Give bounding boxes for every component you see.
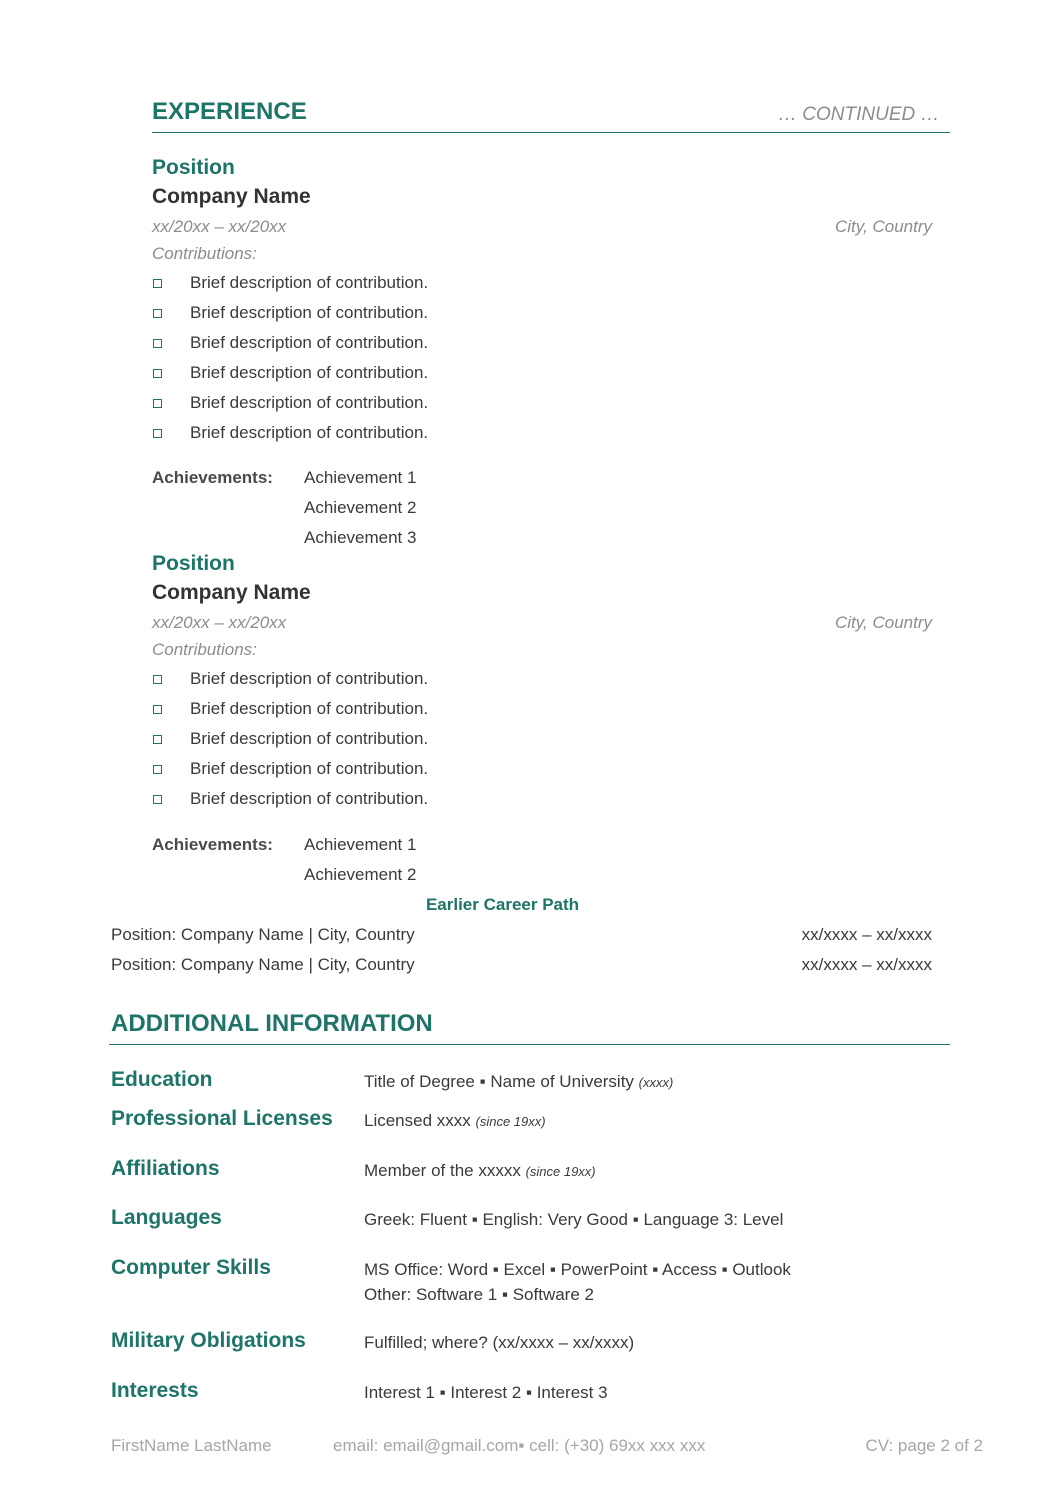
achievement-item: Achievement 3 xyxy=(304,528,417,547)
affiliations-value: Member of the xxxxx (since 19xx) xyxy=(364,1161,596,1180)
contribution-item: Brief description of contribution. xyxy=(190,393,429,412)
experience-heading: EXPERIENCE xyxy=(152,98,307,125)
achievements-label: Achievements: xyxy=(152,835,273,854)
square-bullet-icon xyxy=(153,765,162,774)
square-bullet-icon xyxy=(153,309,162,318)
additional-info-heading: ADDITIONAL INFORMATION xyxy=(111,1010,433,1037)
affiliations-since: (since 19xx) xyxy=(525,1164,596,1179)
education-year: (xxxx) xyxy=(638,1075,674,1090)
job-dates: xx/20xx – xx/20xx xyxy=(152,217,287,236)
contribution-item: Brief description of contribution. xyxy=(190,423,429,442)
square-bullet-icon xyxy=(153,735,162,744)
job-position: Position xyxy=(152,552,235,575)
interests-label: Interests xyxy=(111,1379,199,1402)
achievement-item: Achievement 1 xyxy=(304,835,417,854)
contribution-item: Brief description of contribution. xyxy=(190,333,429,352)
military-label: Military Obligations xyxy=(111,1329,306,1352)
interests-value: Interest 1 ▪ Interest 2 ▪ Interest 3 xyxy=(364,1383,608,1402)
square-bullet-icon xyxy=(153,429,162,438)
licenses-label: Professional Licenses xyxy=(111,1107,333,1130)
job-company: Company Name xyxy=(152,581,311,604)
job-company: Company Name xyxy=(152,185,311,208)
square-bullet-icon xyxy=(153,705,162,714)
languages-label: Languages xyxy=(111,1206,222,1229)
contribution-item: Brief description of contribution. xyxy=(190,303,429,322)
square-bullet-icon xyxy=(153,795,162,804)
square-bullet-icon xyxy=(153,399,162,408)
footer-contact: email: email@gmail.com▪ cell: (+30) 69xx xxx xxx xyxy=(333,1436,706,1455)
affiliations-label: Affiliations xyxy=(111,1157,220,1180)
achievement-item: Achievement 1 xyxy=(304,468,417,487)
computer-skills-line2: Other: Software 1 ▪ Software 2 xyxy=(364,1285,594,1304)
earlier-career-dates: xx/xxxx – xx/xxxx xyxy=(801,925,932,944)
contributions-label: Contributions: xyxy=(152,640,257,659)
square-bullet-icon xyxy=(153,339,162,348)
computer-skills-line1: MS Office: Word ▪ Excel ▪ PowerPoint ▪ Access ▪ Outlook xyxy=(364,1260,791,1279)
contribution-item: Brief description of contribution. xyxy=(190,729,429,748)
footer-name: FirstName LastName xyxy=(111,1436,272,1455)
job-location: City, Country xyxy=(835,217,932,236)
education-label: Education xyxy=(111,1068,213,1091)
square-bullet-icon xyxy=(153,279,162,288)
licenses-value: Licensed xxxx (since 19xx) xyxy=(364,1111,546,1130)
computer-skills-label: Computer Skills xyxy=(111,1256,271,1279)
achievement-item: Achievement 2 xyxy=(304,498,417,517)
earlier-career-dates: xx/xxxx – xx/xxxx xyxy=(801,955,932,974)
contribution-item: Brief description of contribution. xyxy=(190,699,429,718)
military-value: Fulfilled; where? (xx/xxxx – xx/xxxx) xyxy=(364,1333,635,1352)
earlier-career-item: Position: Company Name | City, Country xyxy=(111,925,415,944)
contribution-item: Brief description of contribution. xyxy=(190,363,429,382)
licenses-since: (since 19xx) xyxy=(475,1114,546,1129)
continued-label: … CONTINUED … xyxy=(778,104,940,125)
achievement-item: Achievement 2 xyxy=(304,865,417,884)
contribution-item: Brief description of contribution. xyxy=(190,789,429,808)
contribution-item: Brief description of contribution. xyxy=(190,669,429,688)
job-position: Position xyxy=(152,156,235,179)
square-bullet-icon xyxy=(153,675,162,684)
job-location: City, Country xyxy=(835,613,932,632)
languages-value: Greek: Fluent ▪ English: Very Good ▪ Language 3: Level xyxy=(364,1210,784,1229)
contributions-label: Contributions: xyxy=(152,244,257,263)
square-bullet-icon xyxy=(153,369,162,378)
additional-info-rule xyxy=(109,1044,950,1045)
earlier-career-item: Position: Company Name | City, Country xyxy=(111,955,415,974)
footer-page-number: CV: page 2 of 2 xyxy=(865,1436,983,1455)
job-dates: xx/20xx – xx/20xx xyxy=(152,613,287,632)
contribution-item: Brief description of contribution. xyxy=(190,273,429,292)
achievements-label: Achievements: xyxy=(152,468,273,487)
contribution-item: Brief description of contribution. xyxy=(190,759,429,778)
experience-rule xyxy=(152,132,950,133)
education-value: Title of Degree ▪ Name of University (xxxx) xyxy=(364,1072,674,1091)
earlier-career-heading: Earlier Career Path xyxy=(425,895,580,914)
